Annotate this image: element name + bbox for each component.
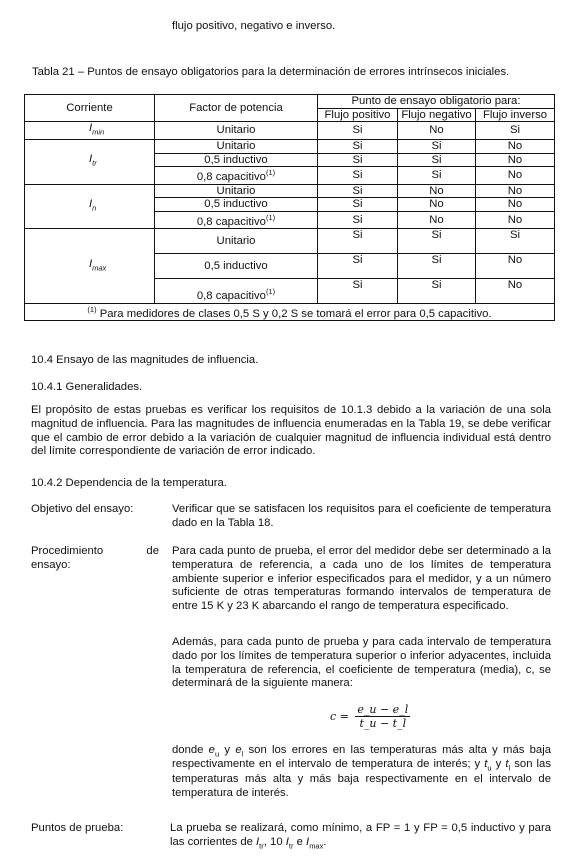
value-cell: Si [318, 140, 398, 154]
pf-cell: Unitario [155, 140, 318, 154]
header-col3: Flujo inverso [476, 108, 555, 122]
value-cell: Si [318, 198, 398, 212]
header-corriente: Corriente [25, 95, 155, 122]
procedimiento-paragraph-2: Además, para cada punto de prueba y para cada intervalo de temperatura dado por los límites de temperatura superior o inferior adyacentes, incluida la temperatura de referencia, el coeficiente de temperatura (media), c, se determinará de la siguiente manera: [172, 636, 551, 690]
value-cell: No [398, 198, 476, 212]
current-cell: $I_{max}$ [25, 229, 155, 304]
value-cell: Si [476, 229, 555, 254]
pf-cell: 0,5 inductivo [155, 254, 318, 279]
formula-numerator: e_u − e_l [357, 703, 409, 716]
value-cell: No [476, 211, 555, 228]
points-table [24, 94, 555, 321]
header-col2: Flujo negativo [398, 108, 476, 122]
pf-cell: 0,5 inductivo [155, 153, 318, 167]
header-group: Punto de ensayo obligatorio para: [318, 95, 555, 109]
value-cell: Si [398, 279, 476, 304]
header-col1: Flujo positivo [318, 108, 398, 122]
header-factor: Factor de potencia [155, 95, 318, 122]
table-caption: Tabla 21 – Puntos de ensayo obligatorios para la determinación de errores intrínsecos iniciales. [32, 66, 510, 78]
value-cell: Si [398, 167, 476, 184]
section-10-4-2-heading: 10.4.2 Dependencia de la temperatura. [31, 477, 227, 489]
current-cell: $I_{min}$ [25, 122, 155, 140]
objetivo-label: Objetivo del ensayo: [31, 503, 134, 515]
procedimiento-paragraph-1: Para cada punto de prueba, el error del medidor debe ser determinado a la temperatura de referencia, a cada uno de los límites de temperatura ambiente superior e inferior especificados para el medidor, y a un número suficiente de otras temperaturas formando intervalos de temperatura de entre 15 K y 23 K abarcando el rango de temperatura especificado. [172, 545, 551, 613]
table-row [25, 229, 555, 254]
value-cell: Si [318, 254, 398, 279]
value-cell: Si [318, 211, 398, 228]
value-cell: No [476, 153, 555, 167]
value-cell: Si [318, 153, 398, 167]
objetivo-text: Verificar que se satisfacen los requisitos para el coeficiente de temperatura dado en la Tabla 18. [172, 503, 551, 529]
value-cell: Si [318, 184, 398, 198]
puntos-label: Puntos de prueba: [31, 822, 124, 834]
value-cell: No [476, 254, 555, 279]
value-cell: No [476, 279, 555, 304]
section-10-4-heading: 10.4 Ensayo de las magnitudes de influencia. [31, 354, 259, 366]
current-cell: $I_{tr}$ [25, 140, 155, 185]
value-cell: No [398, 184, 476, 198]
pf-cell: 0,8 capacitivo$^{(1)}$ [155, 279, 318, 304]
table-row [25, 122, 555, 140]
pf-cell: Unitario [155, 229, 318, 254]
pf-cell: 0,5 inductivo [155, 198, 318, 212]
formula-denominator: t_u − t_l [359, 717, 407, 731]
section-10-4-1-heading: 10.4.1 Generalidades. [31, 381, 143, 393]
table-row [25, 140, 555, 154]
value-cell: No [398, 122, 476, 140]
pf-cell: Unitario [155, 184, 318, 198]
section-10-4-1-paragraph: El propósito de estas pruebas es verificar los requisitos de 10.1.3 debido a la variación de una sola magnitud de influencia. Para las magnitudes de influencia enumeradas en la Tabla 19, se debe verificar que el cambio de error debido a la variación de cualquier magnitud de influencia individual está dentro del límite correspondiente de variación de error indicado. [31, 404, 551, 458]
continuation-line: flujo positivo, negativo e inverso. [172, 20, 336, 32]
table-note: $^{(1)}$ Para medidores de clases 0,5 S y 0,2 S se tomará el error para 0,5 capacitivo. [25, 304, 555, 321]
procedimiento-paragraph-3: donde $e_u$ y $e_l$ son los errores en las temperaturas más alta y más baja respectivamente en el intervalo de temperatura de interés; y $t_u$ y $t_l$ son las temperaturas más alta y más baja respectivamente en el intervalo de temperatura de interés. [172, 744, 551, 799]
procedimiento-label: Procedimiento de ensayo: [31, 545, 159, 571]
value-cell: Si [476, 122, 555, 140]
pf-cell: Unitario [155, 122, 318, 140]
value-cell: Si [318, 167, 398, 184]
table-row [25, 184, 555, 198]
value-cell: Si [318, 279, 398, 304]
value-cell: No [476, 184, 555, 198]
value-cell: No [398, 211, 476, 228]
current-cell: $I_n$ [25, 184, 155, 229]
pf-cell: 0,8 capacitivo$^{(1)}$ [155, 167, 318, 184]
value-cell: No [476, 198, 555, 212]
value-cell: Si [398, 140, 476, 154]
puntos-text: La prueba se realizará, como mínimo, a FP = 1 y FP = 0,5 inductivo y para las corrientes de $I_{tr}$, 10 $I_{tr}$ e $I_{max}$. [170, 822, 551, 851]
value-cell: Si [398, 229, 476, 254]
table-note-row [25, 304, 555, 321]
value-cell: Si [398, 153, 476, 167]
value-cell: Si [318, 229, 398, 254]
temperature-coefficient-formula: c = $\frac{e\_u - e\_l}{t\_u - t\_l}$ [330, 703, 409, 731]
value-cell: Si [398, 254, 476, 279]
value-cell: Si [318, 122, 398, 140]
table-header-row [25, 95, 555, 109]
pf-cell: 0,8 capacitivo$^{(1)}$ [155, 211, 318, 228]
value-cell: No [476, 167, 555, 184]
value-cell: No [476, 140, 555, 154]
